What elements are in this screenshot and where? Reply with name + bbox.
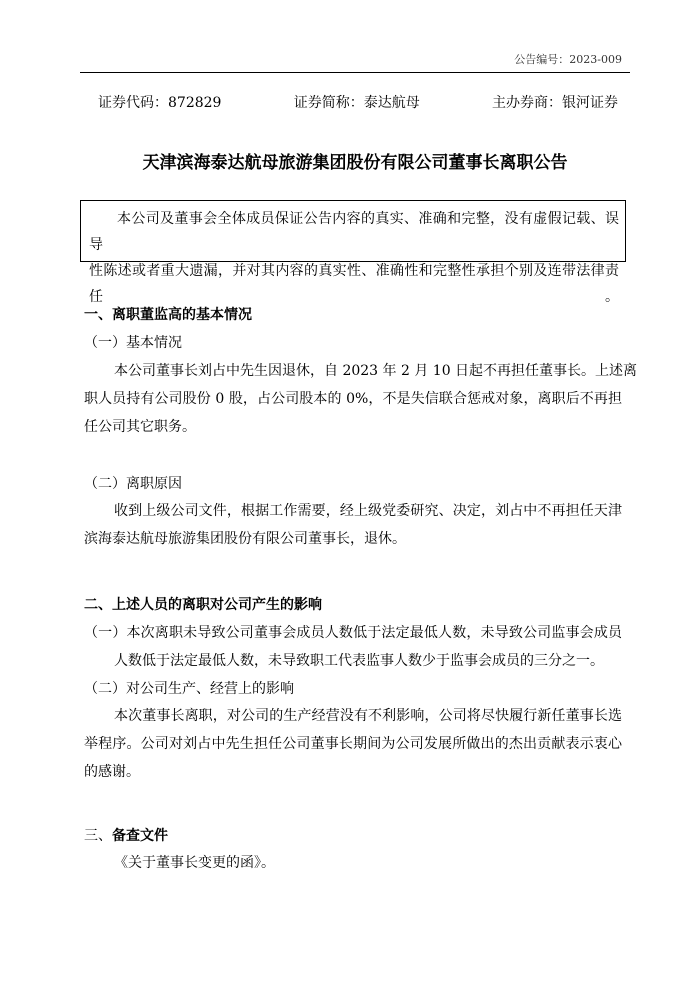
disclaimer-line-2: 性陈述或者重大遗漏，并对其内容的真实性、准确性和完整性承担个别及连带法律责任。 <box>89 263 619 305</box>
disclaimer-box <box>80 200 626 305</box>
sponsor-broker: 主办券商：银河证券 <box>491 95 618 111</box>
section-2-sub2-line-3: 的感谢。 <box>84 764 140 780</box>
section-1-sub1-line-2: 职人员持有公司股份 0 股，占公司股本的 0%，不是失信联合惩戒对象，离职后不再担 <box>84 391 622 407</box>
security-code: 证券代码：872829 <box>98 95 222 111</box>
section-3-heading-prefix: 三、 <box>84 828 112 844</box>
section-1-sub1-line-1: 本公司董事长刘占中先生因退休，自 2023 年 2 月 10 日起不再担任董事长。上述离 <box>114 363 638 379</box>
reference-document-item: 《关于董事长变更的函》。 <box>114 855 275 871</box>
section-2-heading: 二、上述人员的离职对公司产生的影响 <box>84 597 322 613</box>
section-1-sub1-heading: （一）基本情况 <box>84 335 182 351</box>
section-1-sub2-line-1: 收到上级公司文件，根据工作需要，经上级党委研究、决定，刘占中不再担任天津 <box>114 503 622 519</box>
section-3-heading-text: 备查文件 <box>112 828 168 844</box>
document-title: 天津滨海泰达航母旅游集团股份有限公司董事长离职公告 <box>142 153 568 173</box>
section-3-heading <box>84 825 168 845</box>
security-abbreviation: 证券简称：泰达航母 <box>293 95 420 111</box>
header-rule <box>80 72 630 73</box>
section-1-sub2-heading: （二）离职原因 <box>84 476 182 492</box>
security-info-row <box>98 92 618 112</box>
disclaimer-line-1: 本公司及董事会全体成员保证公告内容的真实、准确和完整，没有虚假记载、误导 <box>89 211 619 253</box>
section-2-sub1-line-1: （一）本次离职未导致公司董事会成员人数低于法定最低人数，未导致公司监事会成员 <box>84 625 622 641</box>
section-1-heading: 一、离职董监高的基本情况 <box>84 307 252 323</box>
announcement-number: 公告编号：2023-009 <box>514 53 622 66</box>
section-2-sub1-line-2: 人数低于法定最低人数，未导致职工代表监事人数少于监事会成员的三分之一。 <box>114 653 604 669</box>
section-1-sub2-line-2: 滨海泰达航母旅游集团股份有限公司董事长，退休。 <box>84 531 406 547</box>
section-2-sub2-line-1: 本次董事长离职，对公司的生产经营没有不利影响，公司将尽快履行新任董事长选 <box>114 708 622 724</box>
section-2-sub2-line-2: 举程序。公司对刘占中先生担任公司董事长期间为公司发展所做出的杰出贡献表示衷心 <box>84 736 622 752</box>
section-2-sub2-heading: （二）对公司生产、经营上的影响 <box>84 681 294 697</box>
section-1-sub1-line-3: 任公司其它职务。 <box>84 419 196 435</box>
